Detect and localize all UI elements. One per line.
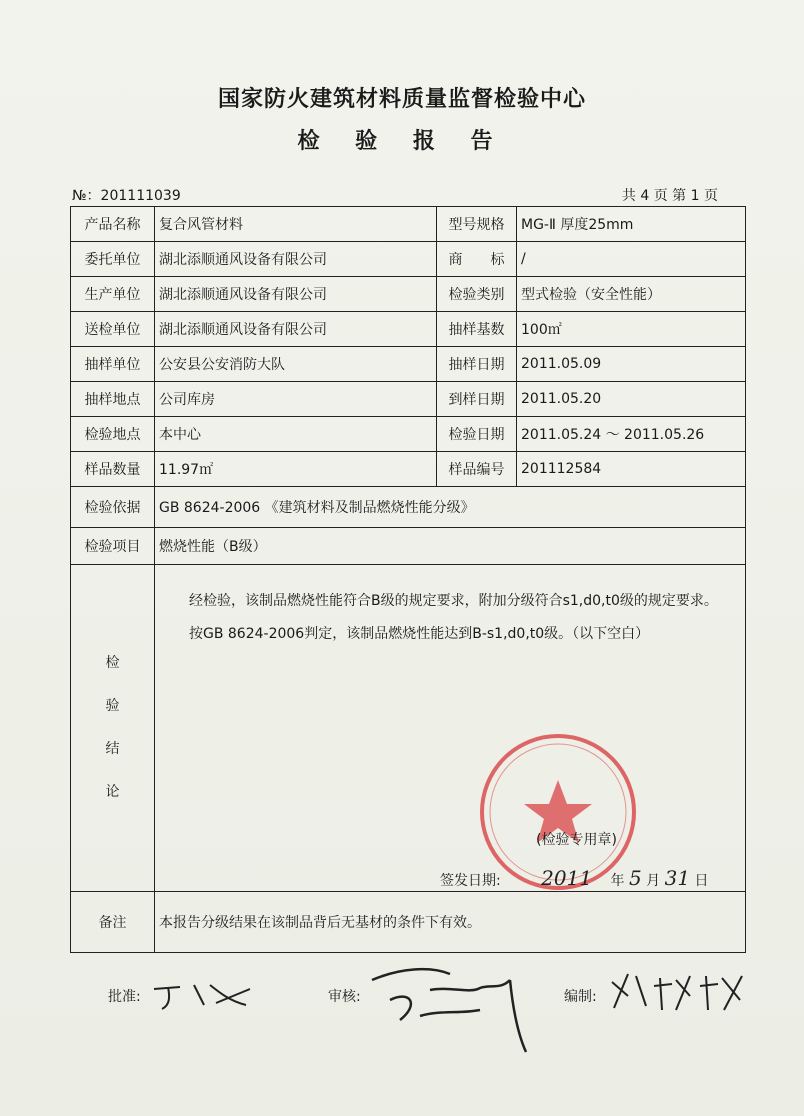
test-place-value: 本中心 <box>155 417 437 452</box>
table-row <box>71 382 746 417</box>
table-row <box>71 347 746 382</box>
org-title: 国家防火建筑材料质量监督检验中心 <box>217 87 586 112</box>
table-row <box>71 452 746 487</box>
quantity-label: 样品数量 <box>71 452 155 487</box>
manufacturer-value: 湖北添顺通风设备有限公司 <box>155 277 437 312</box>
manufacturer-label: 生产单位 <box>71 277 155 312</box>
item-value: 燃烧性能（B级） <box>155 528 746 565</box>
report-table <box>70 206 746 953</box>
arrival-date-label: 到样日期 <box>437 382 517 417</box>
model-value: MG-Ⅱ 厚度25mm <box>517 207 746 242</box>
test-date-value: 2011.05.24 ～ 2011.05.26 <box>517 417 746 452</box>
issue-date <box>440 866 709 890</box>
submitter-value: 湖北添顺通风设备有限公司 <box>155 312 437 347</box>
approve-label: 批准: <box>108 989 141 1005</box>
compile-signature-icon <box>606 966 756 1016</box>
table-row <box>71 242 746 277</box>
test-place-label: 检验地点 <box>71 417 155 452</box>
model-label: 型号规格 <box>437 207 517 242</box>
conclusion-label-char: 结 <box>105 741 120 757</box>
trademark-label: 商 标 <box>437 242 517 277</box>
table-row <box>71 312 746 347</box>
conclusion-label-char: 检 <box>105 655 120 671</box>
report-title: 检 验 报 告 <box>297 129 507 154</box>
product-name-value: 复合风管材料 <box>155 207 437 242</box>
doc-number: №：201111039 <box>72 188 181 204</box>
issue-day: 31 <box>664 866 691 890</box>
approve-signature-icon <box>150 975 260 1015</box>
client-label: 委托单位 <box>71 242 155 277</box>
issue-year: 2011 <box>541 866 593 890</box>
conclusion-para-2: 按GB 8624-2006判定，该制品燃烧性能达到B-s1,d0,t0级。（以下空白） <box>189 626 650 642</box>
table-row <box>71 277 746 312</box>
submitter-label: 送检单位 <box>71 312 155 347</box>
remarks-row <box>71 892 746 953</box>
test-type-value: 型式检验（安全性能） <box>517 277 746 312</box>
table-row <box>71 417 746 452</box>
page-info: 共 4 页 第 1 页 <box>621 188 718 204</box>
conclusion-text <box>161 585 737 651</box>
sampler-label: 抽样单位 <box>71 347 155 382</box>
test-type-label: 检验类别 <box>437 277 517 312</box>
product-name-label: 产品名称 <box>71 207 155 242</box>
conclusion-label <box>71 565 155 892</box>
conclusion-para-1: 经检验，该制品燃烧性能符合B级的规定要求，附加分级符合s1,d0,t0级的规定要求。 <box>189 593 718 609</box>
remarks-value: 本报告分级结果在该制品背后无基材的条件下有效。 <box>155 892 746 953</box>
sample-no-label: 样品编号 <box>437 452 517 487</box>
basis-value: GB 8624-2006 《建筑材料及制品燃烧性能分级》 <box>155 487 746 528</box>
sampling-place-value: 公司库房 <box>155 382 437 417</box>
review-label: 审核: <box>328 989 361 1005</box>
issue-month-unit: 月 <box>646 873 661 889</box>
stamp-caption: (检验专用章) <box>536 832 617 848</box>
conclusion-cell <box>155 565 746 892</box>
conclusion-label-char: 论 <box>105 784 120 800</box>
issue-month: 5 <box>628 866 642 890</box>
client-value: 湖北添顺通风设备有限公司 <box>155 242 437 277</box>
sampling-date-label: 抽样日期 <box>437 347 517 382</box>
sampler-value: 公安县公安消防大队 <box>155 347 437 382</box>
sample-no-value: 201112584 <box>517 452 746 487</box>
issue-year-unit: 年 <box>610 873 625 889</box>
basis-label: 检验依据 <box>71 487 155 528</box>
conclusion-label-char: 验 <box>105 698 120 714</box>
item-label: 检验项目 <box>71 528 155 565</box>
sample-base-value: 100㎡ <box>517 312 746 347</box>
issue-date-label: 签发日期: <box>440 873 501 889</box>
arrival-date-value: 2011.05.20 <box>517 382 746 417</box>
sample-base-label: 抽样基数 <box>437 312 517 347</box>
table-row <box>71 528 746 565</box>
sampling-date-value: 2011.05.09 <box>517 347 746 382</box>
issue-day-unit: 日 <box>694 873 709 889</box>
table-row <box>71 487 746 528</box>
conclusion-row <box>71 565 746 892</box>
review-signature-icon <box>360 960 540 1056</box>
trademark-value: / <box>517 242 746 277</box>
sampling-place-label: 抽样地点 <box>71 382 155 417</box>
remarks-label: 备注 <box>71 892 155 953</box>
test-date-label: 检验日期 <box>437 417 517 452</box>
compile-label: 编制: <box>564 989 597 1005</box>
quantity-value: 11.97㎡ <box>155 452 437 487</box>
table-row <box>71 207 746 242</box>
